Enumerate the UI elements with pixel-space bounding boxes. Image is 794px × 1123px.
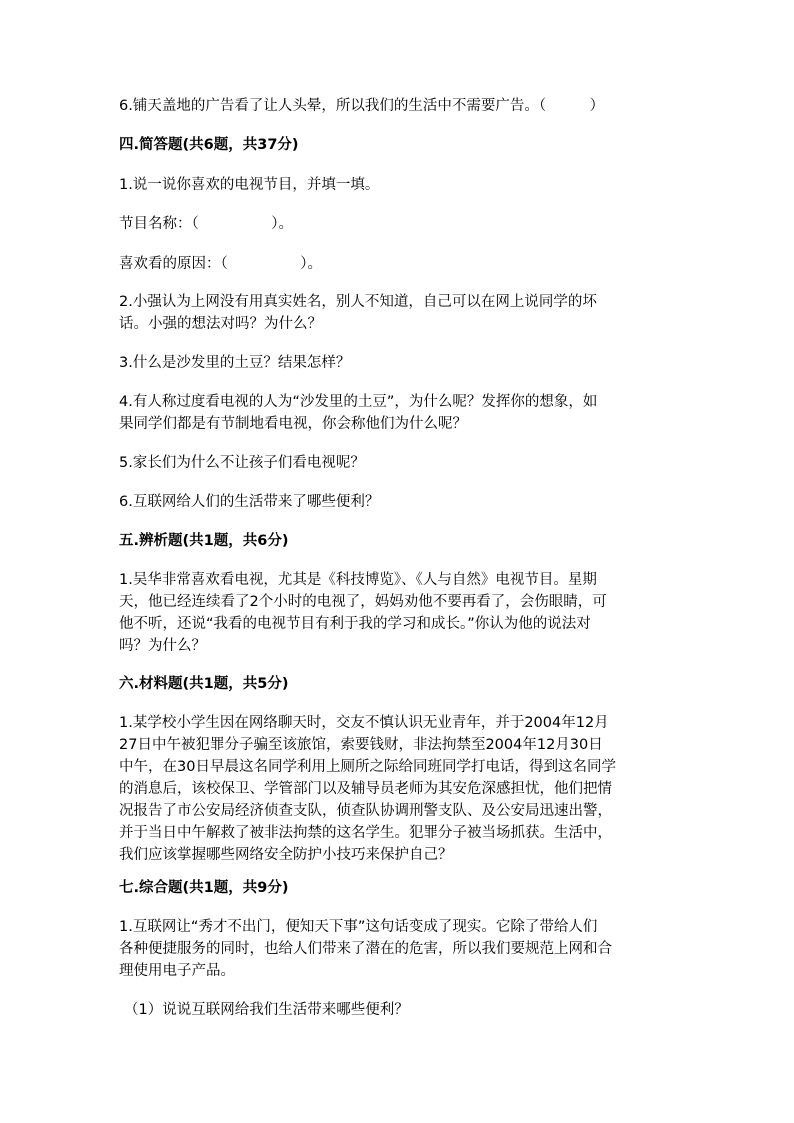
question-7-1-line-3: 理使用电子产品。 [119,963,235,979]
section-6-heading: 六.材料题(共1题，共5分) [119,676,289,692]
question-7-1-subquestion-1: （1）说说互联网给我们生活带来哪些便利？ [124,1002,409,1018]
question-6-1-line-2: 27日中午被犯罪分子骗至该旅馆，索要钱财，非法拘禁至2004年12月30日 [119,737,603,753]
question-7-1-line-2: 各种便捷服务的同时，也给人们带来了潜在的危害，所以我们要规范上网和合 [119,941,612,957]
question-4-6: 6.互联网给人们的生活带来了哪些便利？ [119,494,380,510]
question-4-1-reason: 喜欢看的原因：（ ）。 [119,256,322,272]
question-4-1-program-name: 节目名称：（ ）。 [119,216,293,232]
section-5-heading: 五.辨析题(共1题，共6分) [119,533,289,549]
question-4-1: 1.说一说你喜欢的电视节目，并填一填。 [119,177,380,193]
question-6-1-line-6: 并于当日中午解救了被非法拘禁的这名学生。犯罪分子被当场抓获。生活中， [119,825,612,841]
question-4-3: 3.什么是沙发里的土豆？结果怎样？ [119,355,351,371]
question-6-1-line-7: 我们应该掌握哪些网络安全防护小技巧来保护自己？ [119,847,453,863]
question-5-1-line-3: 他不听，还说“我看的电视节目有利于我的学习和成长。”你认为他的说法对 [119,616,591,632]
question-4-2-line-2: 话。小强的想法对吗？为什么？ [119,316,322,332]
question-5-1-line-2: 天，他已经连续看了2个小时的电视了，妈妈劝他不要再看了，会伤眼睛，可 [119,594,607,610]
question-5-1-line-4: 吗？为什么？ [119,638,206,654]
question-4-2-line-1: 2.小强认为上网没有用真实姓名，别人不知道，自己可以在网上说同学的坏 [119,294,597,310]
question-6-1-line-4: 的消息后，该校保卫、学管部门以及辅导员老师为其安危深感担忧，他们把情 [119,781,612,797]
question-6-1-line-1: 1.某学校小学生因在网络聊天时，交友不慎认识无业青年，并于2004年12月 [119,715,609,731]
question-6-1-line-3: 中午，在30日早晨这名同学利用上厕所之际给同班同学打电话，得到这名同学 [119,759,616,775]
section-4-heading: 四.简答题(共6题，共37分) [119,137,299,153]
question-3-6: 6.铺天盖地的广告看了让人头晕，所以我们的生活中不需要广告。（ ） [119,98,605,114]
question-5-1-line-1: 1.吴华非常喜欢看电视，尤其是《科技博览》、《人与自然》电视节目。星期 [119,572,597,588]
question-4-4-line-2: 果同学们都是有节制地看电视，你会称他们为什么呢？ [119,416,467,432]
question-7-1-line-1: 1.互联网让“秀才不出门，便知天下事”这句话变成了现实。它除了带给人们 [119,919,598,935]
section-7-heading: 七.综合题(共1题，共9分) [119,880,289,896]
question-4-4-line-1: 4.有人称过度看电视的人为“沙发里的土豆”，为什么呢？发挥你的想象，如 [119,394,598,410]
question-6-1-line-5: 况报告了市公安局经济侦查支队，侦查队协调刑警支队、及公安局迅速出警， [119,803,612,819]
question-4-5: 5.家长们为什么不让孩子们看电视呢？ [119,455,365,471]
